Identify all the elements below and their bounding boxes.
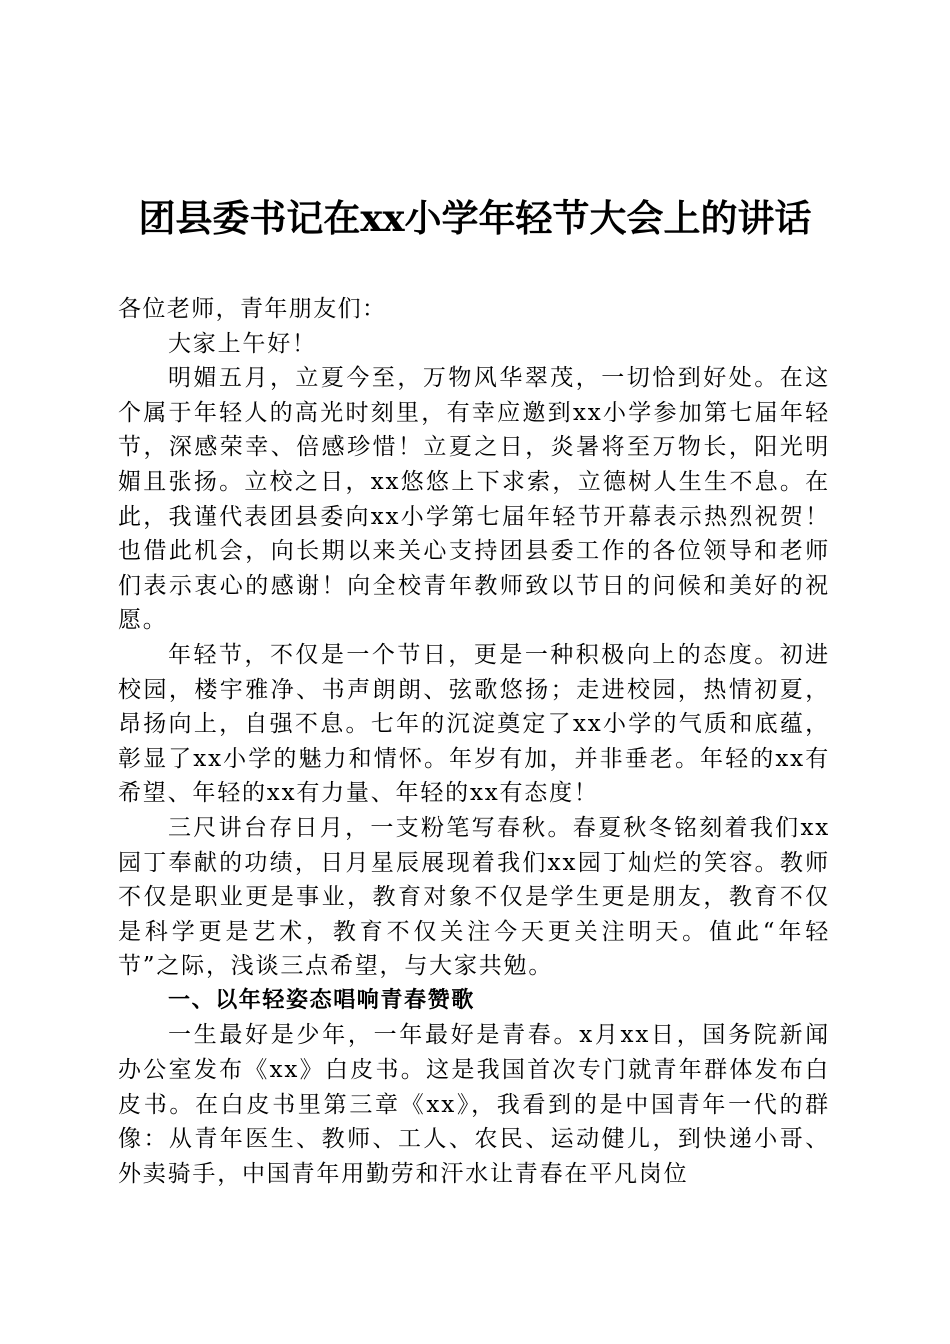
paragraph-section-one: 一生最好是少年，一年最好是青春。x月xx日，国务院新闻办公室发布《xx》白皮书。这是我国首次专门就青年群体发布白皮书。在白皮书里第三章《xx》，我看到的是中国青年一代的群像：从青年医生、教师、工人、农民、运动健儿，到快递小哥、外卖骑手，中国青年用勤劳和汗水让青春在平凡岗位 [118,1022,830,1187]
paragraph-opening: 明媚五月，立夏今至，万物风华翠茂，一切恰到好处。在这个属于年轻人的高光时刻里，有幸应邀到xx小学参加第七届年轻节，深感荣幸、倍感珍惜！立夏之日，炎暑将至万物长，阳光明媚且张扬。立校之日，xx悠悠上下求索，立德树人生生不息。在此，我谨代表团县委向xx小学第七届年轻节开幕表示热烈祝贺！也借此机会，向长期以来关心支持团县委工作的各位领导和老师们表示衷心的感谢！向全校青年教师致以节日的问候和美好的祝愿。 [118,365,830,634]
document-body [118,292,830,1191]
paragraph-greeting: 大家上午好！ [168,330,317,357]
salutation: 各位老师，青年朋友们： [118,296,387,322]
paragraph-teachers: 三尺讲台存日月，一支粉笔写春秋。春夏秋冬铭刻着我们xx园丁奉献的功绩，日月星辰展现着我们xx园丁灿烂的笑容。教师不仅是职业更是事业，教育对象不仅是学生更是朋友，教育不仅是科学更是艺术，教育不仅关注今天更关注明天。值此“年轻节”之际，浅谈三点希望，与大家共勉。 [118,814,830,980]
section-heading: 一、以年轻姿态唱响青春赞歌 [168,987,475,1013]
paragraph-youth-festival: 年轻节，不仅是一个节日，更是一种积极向上的态度。初进校园，楼宇雅净、书声朗朗、弦歌悠扬；走进校园，热情初夏，昂扬向上，自强不息。七年的沉淀奠定了xx小学的气质和底蕴，彰显了xx小学的魅力和情怀。年岁有加，并非垂老。年轻的xx有希望、年轻的xx有力量、年轻的xx有态度！ [118,641,830,807]
document-title: 团县委书记在xx小学年轻节大会上的讲话 [138,196,812,240]
